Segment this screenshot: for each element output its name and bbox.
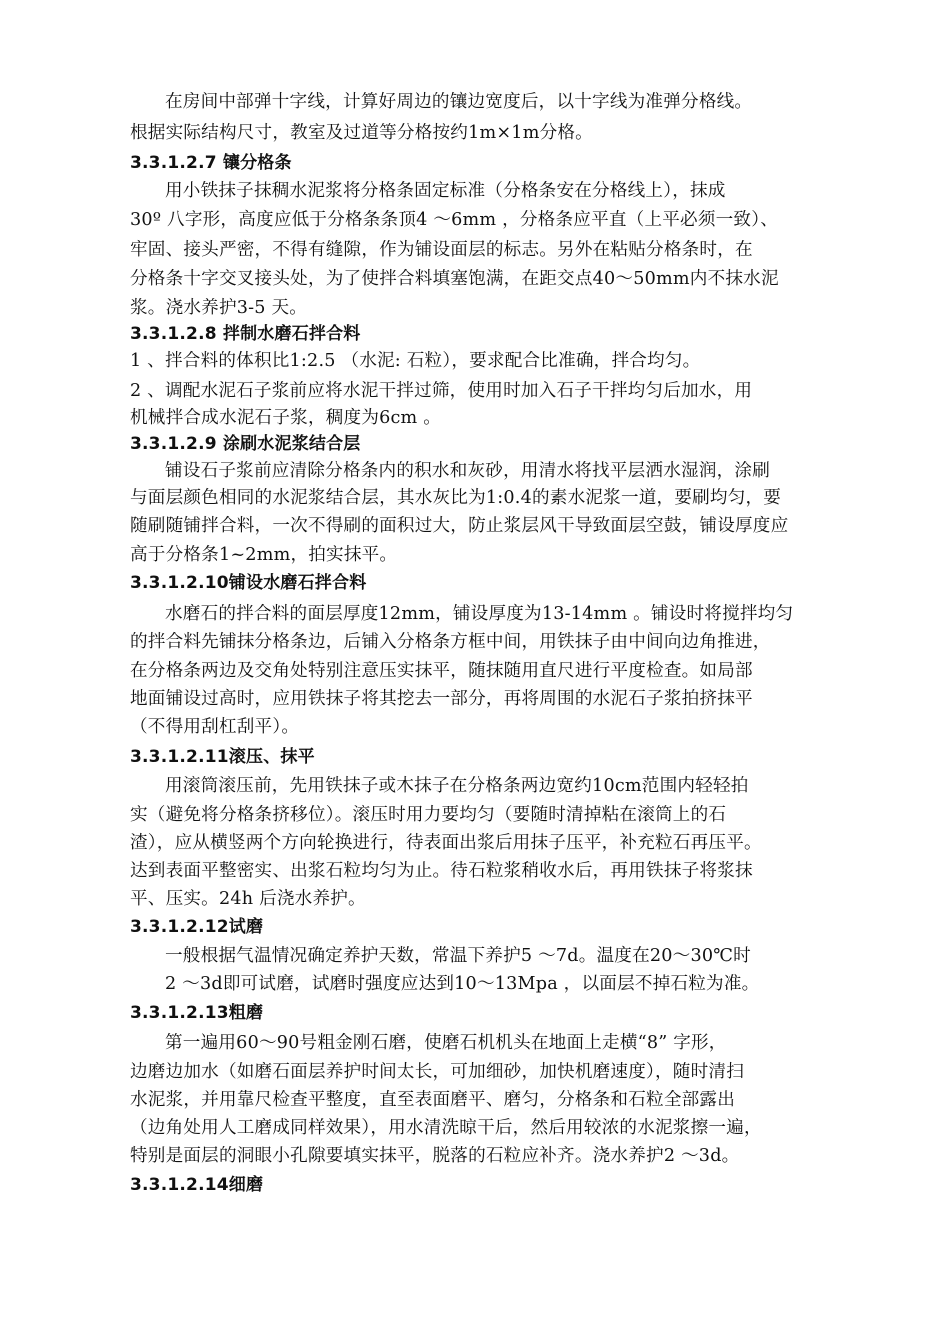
paragraph-line: 高于分格条1~2mm，拍实抹平。 [130,545,398,565]
paragraph-line: 铺设石子浆前应清除分格条内的积水和灰砂，用清水将找平层洒水湿润，涂刷 [165,461,770,481]
list-item: 1 、拌合料的体积比1:2.5 （水泥: 石粒），要求配合比准确，拌合均匀。 [130,351,701,371]
paragraph-line: 随刷随铺拌合料，一次不得刷的面积过大，防止浆层风干导致面层空鼓，铺设厚度应 [130,516,789,536]
paragraph-line: 地面铺设过高时，应用铁抹子将其挖去一部分，再将周围的水泥石子浆拍挤抹平 [130,689,753,709]
paragraph-line: 渣），应从横竖两个方向轮换进行，待表面出浆后用抹子压平，补充粒石再压平。 [130,833,762,853]
paragraph-line: 用滚筒滚压前，先用铁抹子或木抹子在分格条两边宽约10cm范围内轻轻拍 [165,776,749,796]
paragraph-line: 达到表面平整密实、出浆石粒均匀为止。待石粒浆稍收水后，再用铁抹子将浆抹 [130,861,753,881]
section-heading: 3.3.1.2.8 拌制水磨石拌合料 [130,324,361,344]
section-heading: 3.3.1.2.9 涂刷水泥浆结合层 [130,434,361,454]
paragraph-line: 牢固、接头严密，不得有缝隙，作为铺设面层的标志。另外在粘贴分格条时，在 [130,240,753,260]
paragraph-line: 2 ～3d即可试磨，试磨时强度应达到10～13Mpa ，以面层不掉石粒为准。 [165,974,760,994]
paragraph-line: 30º 八字形，高度应低于分格条条顶4 ～6mm ，分格条应平直（上平必须一致）、 [130,210,779,230]
paragraph-line: 一般根据气温情况确定养护天数，常温下养护5 ～7d。温度在20～30℃时 [165,946,751,966]
section-heading: 3.3.1.2.13粗磨 [130,1003,264,1023]
paragraph-line: 在分格条两边及交角处特别注意压实抹平，随抹随用直尺进行平度检查。如局部 [130,661,753,681]
paragraph-line: 水磨石的拌合料的面层厚度12mm，铺设厚度为13-14mm 。铺设时将搅拌均匀 [165,604,794,624]
paragraph-line: 根据实际结构尺寸，教室及过道等分格按约1m×1m分格。 [130,123,593,143]
paragraph-line: 与面层颜色相同的水泥浆结合层，其水灰比为1:0.4的素水泥浆一道，要刷均匀，要 [130,488,782,508]
paragraph-line: 特别是面层的洞眼小孔隙要填实抹平，脱落的石粒应补齐。浇水养护2 ～3d。 [130,1146,740,1166]
section-heading: 3.3.1.2.11滚压、抹平 [130,747,315,767]
paragraph-line: （不得用刮杠刮平）。 [130,717,300,737]
section-heading: 3.3.1.2.14细磨 [130,1175,264,1195]
paragraph-line: 的拌合料先铺抹分格条边，后铺入分格条方框中间，用铁抹子由中间向边角推进， [130,632,771,652]
paragraph-line: 水泥浆，并用靠尺检查平整度，直至表面磨平、磨匀，分格条和石粒全部露出 [130,1090,735,1110]
paragraph-line: 第一遍用60～90号粗金刚石磨，使磨石机机头在地面上走横“8” 字形， [165,1033,727,1053]
section-heading: 3.3.1.2.12试磨 [130,917,264,937]
paragraph-line: （边角处用人工磨成同样效果），用水清洗晾干后，然后用较浓的水泥浆擦一遍， [130,1118,762,1138]
list-item: 2 、调配水泥石子浆前应将水泥干拌过筛，使用时加入石子干拌均匀后加水，用 [130,381,753,401]
paragraph-line: 边磨边加水（如磨石面层养护时间太长，可加细砂，加快机磨速度），随时清扫 [130,1062,744,1082]
paragraph-line: 分格条十字交叉接头处，为了使拌合料填塞饱满，在距交点40～50mm内不抹水泥 [130,269,779,289]
paragraph-line: 实（避免将分格条挤移位）。滚压时用力要均匀（要随时清掉粘在滚筒上的石 [130,805,727,825]
section-heading: 3.3.1.2.7 镶分格条 [130,153,292,173]
paragraph-line: 在房间中部弹十字线，计算好周边的镶边宽度后，以十字线为准弹分格线。 [165,92,753,112]
section-heading: 3.3.1.2.10铺设水磨石拌合料 [130,573,367,593]
paragraph-line: 平、压实。24h 后浇水养护。 [130,889,366,909]
paragraph-line: 机械拌合成水泥石子浆，稠度为6cm 。 [130,408,442,428]
paragraph-line: 浆。浇水养护3-5 天。 [130,298,308,318]
paragraph-line: 用小铁抹子抹稠水泥浆将分格条固定标准（分格条安在分格线上），抹成 [165,181,726,201]
